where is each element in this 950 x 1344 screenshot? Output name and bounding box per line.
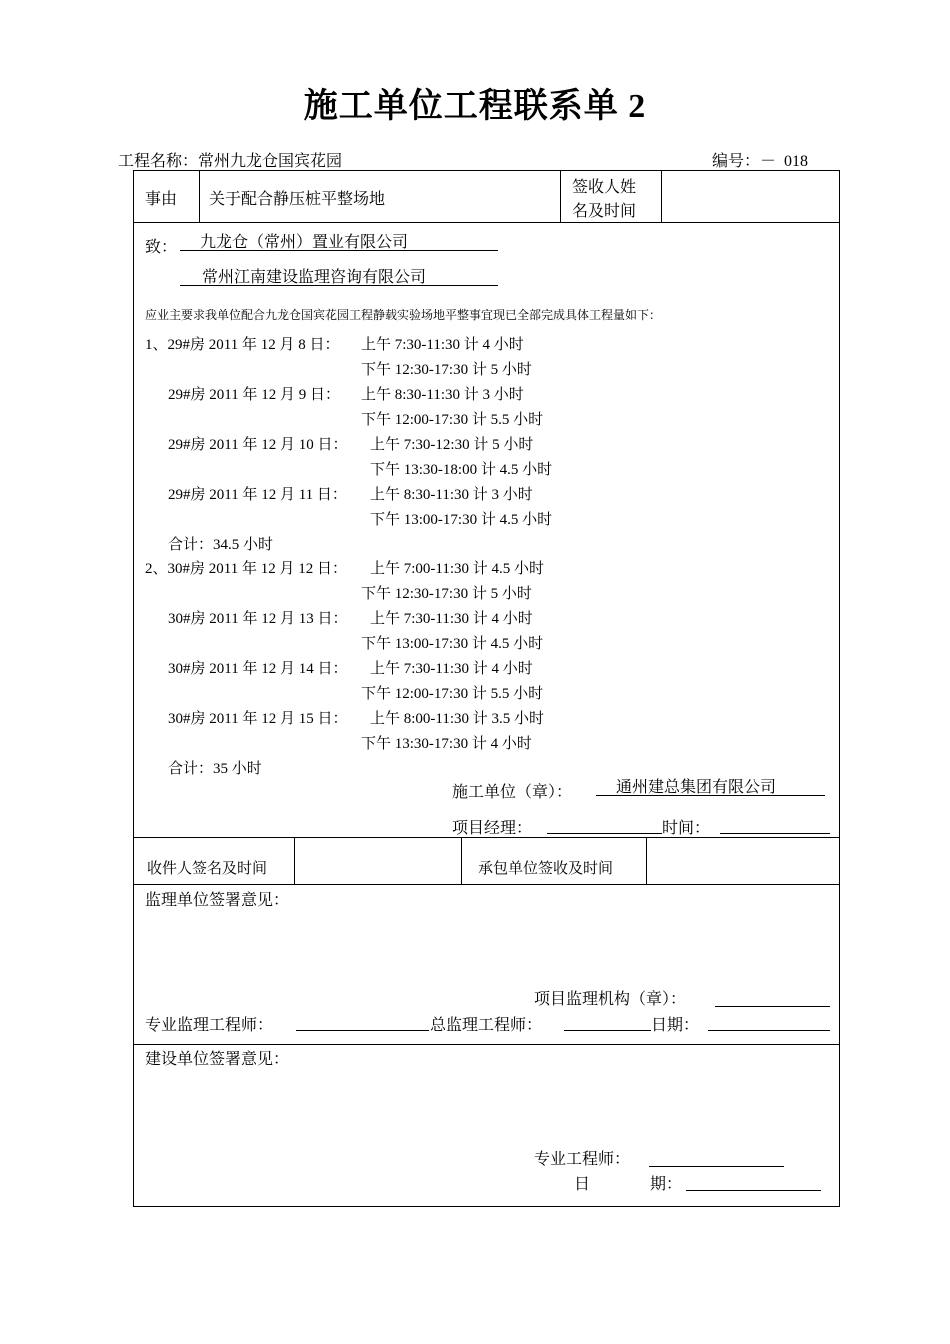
recipient-supervisor: 常州江南建设监理咨询有限公司 [180, 269, 498, 287]
record-pm: 下午 13:30-18:00 计 4.5 小时 [370, 462, 553, 478]
supervision-org-line [715, 1006, 830, 1007]
number-label: 编号：－ [712, 153, 777, 170]
record-prefix: 2、30#房 2011 年 12 月 12 日： [145, 561, 347, 577]
reason-text: 关于配合静压桩平整场地 [209, 191, 386, 208]
supervision-engineer-label: 专业监理工程师： [145, 1017, 274, 1034]
manager-signature-line [547, 833, 662, 834]
signer-label-1: 签收人姓 [572, 179, 637, 196]
signer-label-2: 名及时间 [572, 203, 637, 220]
owner-date-label-1: 日 [574, 1176, 591, 1193]
record-am: 上午 8:00-11:30 计 3.5 小时 [370, 711, 545, 727]
contractor-receipt-label: 承包单位签收及时间 [478, 861, 614, 877]
recipient-owner: 九龙仓（常州）置业有限公司 [180, 234, 498, 252]
chief-engineer-label: 总监理工程师： [430, 1017, 543, 1034]
owner-engineer-line [649, 1166, 784, 1167]
manager-label: 项目经理： [452, 820, 533, 837]
record-am: 上午 7:00-11:30 计 4.5 小时 [370, 561, 545, 577]
project-label: 工程名称： [118, 153, 199, 170]
supervision-engineer-line [296, 1030, 429, 1031]
project-name-row [118, 148, 426, 171]
record-am: 上午 7:30-12:30 计 5 小时 [370, 437, 534, 453]
record-prefix: 29#房 2011 年 12 月 9 日： [168, 387, 340, 403]
supervision-date-label: 日期： [651, 1017, 700, 1034]
supervision-date-line [708, 1030, 830, 1031]
owner-date-label-2: 期： [650, 1176, 683, 1193]
record-pm: 下午 12:30-17:30 计 5 小时 [361, 586, 532, 602]
record-am: 上午 8:30-11:30 计 3 小时 [370, 487, 533, 503]
supervision-heading: 监理单位签署意见： [145, 892, 290, 909]
record-prefix: 30#房 2011 年 12 月 14 日： [168, 661, 348, 677]
number-row [712, 148, 816, 171]
page-title: 施工单位工程联系单 2 [303, 88, 647, 125]
owner-engineer-label: 专业工程师： [534, 1151, 631, 1168]
record-pm: 下午 12:30-17:30 计 5 小时 [361, 362, 532, 378]
owner-date-line [686, 1190, 821, 1191]
manager-time-label: 时间： [662, 820, 711, 837]
record-am: 上午 7:30-11:30 计 4 小时 [361, 337, 524, 353]
record-pm: 下午 13:00-17:30 计 4.5 小时 [370, 512, 553, 528]
total-29: 合计：34.5 小时 [168, 537, 274, 553]
record-pm: 下午 12:00-17:30 计 5.5 小时 [361, 412, 544, 428]
reason-label: 事由 [145, 191, 178, 208]
record-prefix: 30#房 2011 年 12 月 15 日： [168, 711, 348, 727]
receiver-label: 收件人签名及时间 [147, 861, 268, 877]
record-prefix: 29#房 2011 年 12 月 11 日： [168, 487, 347, 503]
record-am: 上午 7:30-11:30 计 4 小时 [370, 661, 533, 677]
record-am: 上午 8:30-11:30 计 3 小时 [361, 387, 524, 403]
record-pm: 下午 12:00-17:30 计 5.5 小时 [361, 686, 544, 702]
to-label: 致： [145, 239, 178, 256]
intro-text: 应业主要求我单位配合九龙仓国宾花园工程静载实验场地平整事宜现已全部完成具体工程量如下： [145, 308, 662, 322]
supervision-org-label: 项目监理机构（章）： [534, 991, 687, 1008]
project-name: 常州九龙仓国宾花园 [198, 153, 426, 171]
manager-time-line [720, 833, 830, 834]
owner-heading: 建设单位签署意见： [145, 1051, 290, 1068]
record-prefix: 30#房 2011 年 12 月 13 日： [168, 611, 348, 627]
record-pm: 下午 13:00-17:30 计 4.5 小时 [361, 636, 544, 652]
record-am: 上午 7:30-11:30 计 4 小时 [370, 611, 533, 627]
record-pm: 下午 13:30-17:30 计 4 小时 [361, 736, 532, 752]
contractor-unit-label: 施工单位（章）： [452, 784, 573, 801]
contractor-unit-name: 通州建总集团有限公司 [596, 779, 825, 797]
record-prefix: 1、29#房 2011 年 12 月 8 日： [145, 337, 340, 353]
number-value: 018 [776, 153, 816, 171]
record-prefix: 29#房 2011 年 12 月 10 日： [168, 437, 348, 453]
chief-engineer-line [564, 1030, 651, 1031]
total-30: 合计：35 小时 [168, 761, 262, 777]
